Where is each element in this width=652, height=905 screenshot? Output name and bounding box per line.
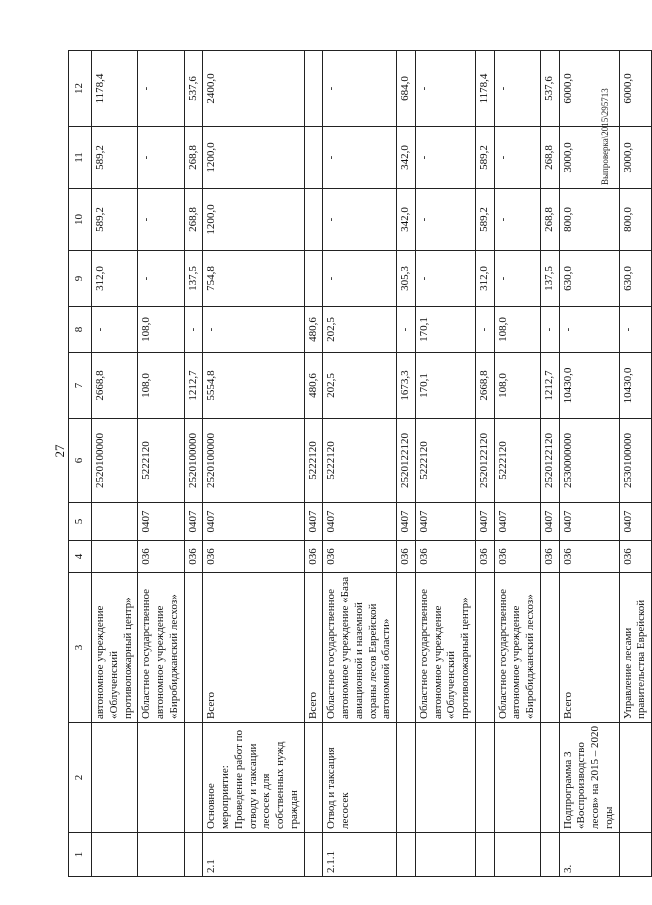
cell-y2019: 6000,0 xyxy=(619,51,652,127)
cell-csr: 5222120 xyxy=(304,419,323,503)
cell-total: 480,6 xyxy=(304,353,323,419)
cell-grbs: 036 xyxy=(494,541,540,573)
cell-y2015: - xyxy=(475,307,494,353)
col-header: 3 xyxy=(69,573,92,723)
cell-name xyxy=(540,723,559,833)
cell-y2017: - xyxy=(415,189,475,251)
cell-rzpr: 0407 xyxy=(619,503,652,541)
cell-y2019: - xyxy=(323,51,397,127)
cell-number: 2.1.1 xyxy=(323,833,397,877)
cell-y2019: 6000,0 xyxy=(559,51,619,127)
cell-y2016: - xyxy=(415,251,475,307)
cell-y2018: - xyxy=(138,127,184,189)
cell-y2018: 342,0 xyxy=(397,127,416,189)
cell-y2019: 1178,4 xyxy=(475,51,494,127)
cell-y2017: 800,0 xyxy=(559,189,619,251)
cell-rzpr: 0407 xyxy=(475,503,494,541)
cell-csr: 5222120 xyxy=(323,419,397,503)
cell-y2019: - xyxy=(494,51,540,127)
cell-number xyxy=(415,833,475,877)
cell-csr: 2520122120 xyxy=(540,419,559,503)
cell-y2017: 589,2 xyxy=(92,189,138,251)
cell-rzpr: 0407 xyxy=(184,503,203,541)
col-header: 4 xyxy=(69,541,92,573)
cell-name xyxy=(619,723,652,833)
cell-number xyxy=(138,833,184,877)
cell-csr: 2520122120 xyxy=(397,419,416,503)
cell-y2016 xyxy=(304,251,323,307)
cell-y2019: 537,6 xyxy=(184,51,203,127)
cell-y2017 xyxy=(304,189,323,251)
cell-number xyxy=(619,833,652,877)
cell-y2015: 108,0 xyxy=(138,307,184,353)
cell-grbs: 036 xyxy=(619,541,652,573)
cell-executor: Всего xyxy=(559,573,619,723)
cell-number xyxy=(304,833,323,877)
cell-name xyxy=(304,723,323,833)
cell-executor xyxy=(540,573,559,723)
cell-csr: 2520100000 xyxy=(203,419,304,503)
cell-csr: 2520122120 xyxy=(475,419,494,503)
cell-y2016: 312,0 xyxy=(475,251,494,307)
cell-rzpr: 0407 xyxy=(494,503,540,541)
cell-rzpr xyxy=(92,503,138,541)
cell-y2016: - xyxy=(494,251,540,307)
col-header: 12 xyxy=(69,51,92,127)
cell-grbs: 036 xyxy=(203,541,304,573)
page-number: 27 xyxy=(52,444,67,458)
table-row xyxy=(475,51,494,877)
cell-name xyxy=(475,723,494,833)
col-header: 9 xyxy=(69,251,92,307)
table-row xyxy=(138,51,184,877)
cell-executor xyxy=(475,573,494,723)
cell-number xyxy=(475,833,494,877)
table-row xyxy=(92,51,138,877)
cell-y2016: 630,0 xyxy=(559,251,619,307)
cell-y2019: 684,0 xyxy=(397,51,416,127)
cell-csr: 2520100000 xyxy=(92,419,138,503)
cell-name xyxy=(397,723,416,833)
cell-y2015: - xyxy=(397,307,416,353)
cell-y2019: 537,6 xyxy=(540,51,559,127)
cell-y2015: 170,1 xyxy=(415,307,475,353)
cell-y2018: 1200,0 xyxy=(203,127,304,189)
table-row xyxy=(540,51,559,877)
cell-number xyxy=(184,833,203,877)
cell-total: 108,0 xyxy=(494,353,540,419)
table-row xyxy=(415,51,475,877)
cell-csr: 5222120 xyxy=(494,419,540,503)
col-header: 1 xyxy=(69,833,92,877)
table-row xyxy=(559,51,619,877)
cell-rzpr: 0407 xyxy=(138,503,184,541)
cell-rzpr: 0407 xyxy=(203,503,304,541)
cell-total: 2668,8 xyxy=(92,353,138,419)
table-row xyxy=(203,51,304,877)
cell-y2019: - xyxy=(138,51,184,127)
cell-number xyxy=(92,833,138,877)
cell-name: Подпрограмма 3 «Воспроизводство лесов» на 2015 – 2020 годы xyxy=(559,723,619,833)
archive-note-text: Выпроверка\2015\295713 xyxy=(600,88,610,185)
table-row xyxy=(304,51,323,877)
cell-y2016: - xyxy=(138,251,184,307)
cell-number: 2.1 xyxy=(203,833,304,877)
cell-y2017: 800,0 xyxy=(619,189,652,251)
cell-y2018: - xyxy=(323,127,397,189)
cell-y2019: 2400,0 xyxy=(203,51,304,127)
cell-y2018: 268,8 xyxy=(540,127,559,189)
cell-executor: Областное государственное автономное учреждение «Облученский противопожарный центр» xyxy=(415,573,475,723)
cell-y2017: 342,0 xyxy=(397,189,416,251)
cell-y2019: - xyxy=(415,51,475,127)
cell-y2019: 1178,4 xyxy=(92,51,138,127)
cell-executor: Всего xyxy=(304,573,323,723)
table-row xyxy=(323,51,397,877)
table-row xyxy=(619,51,652,877)
cell-y2015: 202,5 xyxy=(323,307,397,353)
col-header: 11 xyxy=(69,127,92,189)
table-row xyxy=(397,51,416,877)
cell-csr: 5222120 xyxy=(415,419,475,503)
cell-executor: автономное учреждение «Облученский противопожарный центр» xyxy=(92,573,138,723)
cell-rzpr: 0407 xyxy=(397,503,416,541)
cell-number xyxy=(494,833,540,877)
cell-grbs xyxy=(92,541,138,573)
cell-executor: Всего xyxy=(203,573,304,723)
cell-y2018: 589,2 xyxy=(92,127,138,189)
cell-y2016: 305,3 xyxy=(397,251,416,307)
cell-name xyxy=(138,723,184,833)
cell-executor: Областное государственное автономное учреждение «База авиационной и наземной охраны лесов Еврейской автономной области» xyxy=(323,573,397,723)
cell-grbs: 036 xyxy=(415,541,475,573)
cell-executor: Областное государственное автономное учреждение «Биробиджанский лесхоз» xyxy=(138,573,184,723)
cell-y2017: 1200,0 xyxy=(203,189,304,251)
cell-number xyxy=(397,833,416,877)
cell-y2015: - xyxy=(559,307,619,353)
cell-name: Отвод и таксация лесосек xyxy=(323,723,397,833)
col-header: 2 xyxy=(69,723,92,833)
cell-total: 5554,8 xyxy=(203,353,304,419)
cell-grbs: 036 xyxy=(184,541,203,573)
cell-y2019 xyxy=(304,51,323,127)
cell-total: 1673,3 xyxy=(397,353,416,419)
cell-y2016: 312,0 xyxy=(92,251,138,307)
cell-rzpr: 0407 xyxy=(323,503,397,541)
cell-y2016: 754,8 xyxy=(203,251,304,307)
cell-y2015: - xyxy=(203,307,304,353)
col-header: 6 xyxy=(69,419,92,503)
cell-executor: Управление лесами правительства Еврейской xyxy=(619,573,652,723)
header-row xyxy=(69,51,92,877)
cell-number xyxy=(540,833,559,877)
cell-rzpr: 0407 xyxy=(304,503,323,541)
cell-total: 1212,7 xyxy=(540,353,559,419)
cell-y2018: - xyxy=(494,127,540,189)
cell-y2015: - xyxy=(184,307,203,353)
cell-grbs: 036 xyxy=(397,541,416,573)
cell-grbs: 036 xyxy=(475,541,494,573)
cell-rzpr: 0407 xyxy=(540,503,559,541)
cell-rzpr: 0407 xyxy=(415,503,475,541)
cell-y2017: - xyxy=(323,189,397,251)
cell-grbs: 036 xyxy=(304,541,323,573)
cell-total: 1212,7 xyxy=(184,353,203,419)
table-row xyxy=(184,51,203,877)
cell-y2016: - xyxy=(323,251,397,307)
cell-name xyxy=(184,723,203,833)
col-header: 8 xyxy=(69,307,92,353)
col-header: 10 xyxy=(69,189,92,251)
cell-csr: 2530000000 xyxy=(559,419,619,503)
cell-y2018: 3000,0 xyxy=(619,127,652,189)
cell-csr: 5222120 xyxy=(138,419,184,503)
table-row xyxy=(494,51,540,877)
cell-executor: Областное государственное автономное учреждение «Биробиджанский лесхоз» xyxy=(494,573,540,723)
cell-y2015: 480,6 xyxy=(304,307,323,353)
cell-grbs: 036 xyxy=(559,541,619,573)
cell-grbs: 036 xyxy=(540,541,559,573)
cell-y2018: 268,8 xyxy=(184,127,203,189)
col-header: 5 xyxy=(69,503,92,541)
cell-y2017: 268,8 xyxy=(540,189,559,251)
cell-y2018: 3000,0 xyxy=(559,127,619,189)
cell-y2015: - xyxy=(92,307,138,353)
cell-y2018: - xyxy=(415,127,475,189)
cell-total: 202,5 xyxy=(323,353,397,419)
cell-total: 108,0 xyxy=(138,353,184,419)
cell-name xyxy=(415,723,475,833)
cell-y2015: - xyxy=(540,307,559,353)
cell-number: 3. xyxy=(559,833,619,877)
budget-table xyxy=(68,50,652,877)
cell-total: 2668,8 xyxy=(475,353,494,419)
cell-csr: 2520100000 xyxy=(184,419,203,503)
cell-y2018: 589,2 xyxy=(475,127,494,189)
cell-total: 170,1 xyxy=(415,353,475,419)
cell-y2017: 589,2 xyxy=(475,189,494,251)
cell-y2015: - xyxy=(619,307,652,353)
cell-total: 10430,0 xyxy=(559,353,619,419)
cell-y2015: 108,0 xyxy=(494,307,540,353)
cell-y2016: 137,5 xyxy=(540,251,559,307)
cell-y2016: 630,0 xyxy=(619,251,652,307)
cell-csr: 2530100000 xyxy=(619,419,652,503)
cell-executor xyxy=(397,573,416,723)
cell-grbs: 036 xyxy=(138,541,184,573)
cell-y2017: - xyxy=(494,189,540,251)
cell-total: 10430,0 xyxy=(619,353,652,419)
cell-y2017: - xyxy=(138,189,184,251)
cell-y2018 xyxy=(304,127,323,189)
cell-rzpr: 0407 xyxy=(559,503,619,541)
cell-y2017: 268,8 xyxy=(184,189,203,251)
cell-grbs: 036 xyxy=(323,541,397,573)
cell-name xyxy=(92,723,138,833)
col-header: 7 xyxy=(69,353,92,419)
cell-name xyxy=(494,723,540,833)
cell-name: Основное мероприятие: Проведение работ по отводу и таксации лесосек для собственных нужд граждан xyxy=(203,723,304,833)
cell-executor xyxy=(184,573,203,723)
cell-y2016: 137,5 xyxy=(184,251,203,307)
